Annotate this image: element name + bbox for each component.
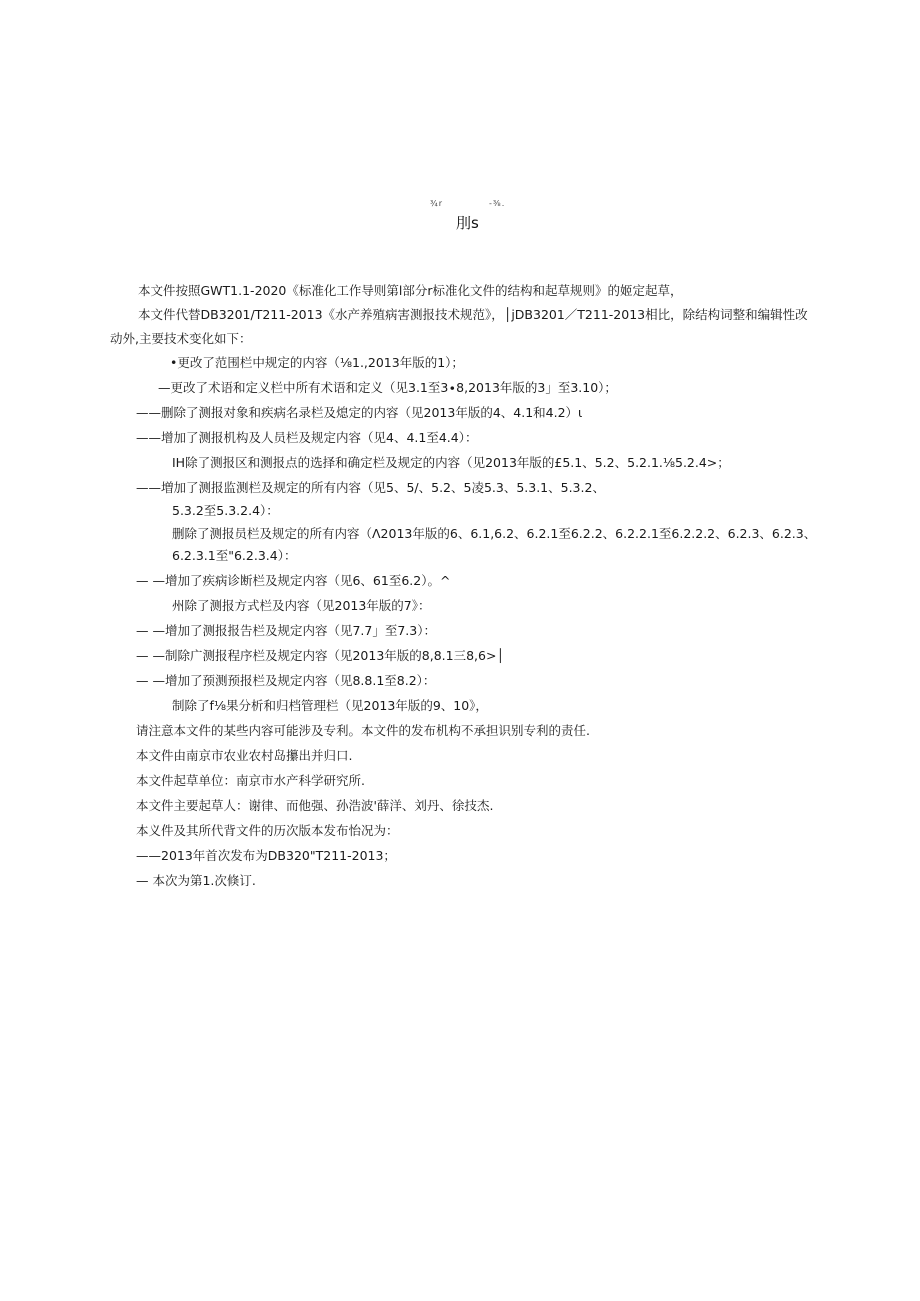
header-mark-left: ¾r: [430, 199, 444, 208]
paragraph-line: 本文件起草单位：南京市水产科学研究所.: [136, 773, 365, 788]
list-item: 删除了测报员栏及规定的所有内容（Λ2013年版的6、6.1,6.2、6.2.1至6.2.2、6.2.2.1至6.2.2.2、6.2.3、6.2.3、: [172, 526, 817, 541]
list-item: ——2013年首次发布为DB320"T211-2013；: [136, 848, 396, 863]
list-item: IH除了测报区和测报点的选择和确定栏及规定的内容（见2013年版的£5.1、5.2、5.2.1.⅛5.2.4>；: [172, 455, 730, 470]
paragraph-line: 本文件由南京市农业农村岛攥出并归口.: [136, 748, 353, 763]
paragraph-line: 请注意本文件的某些内容可能涉及专利。本文件的发布机构不承担识别专利的责任.: [136, 723, 590, 738]
list-item: —更改了术语和定义栏中所有术语和定义（见3.1至3∙8,2013年版的3」至3.10）；: [158, 380, 617, 395]
list-item: — —制除广测报程序栏及规定内容（见2013年版的8,8.1三8,6>│: [136, 648, 504, 663]
header-mark: [430, 199, 505, 208]
paragraph-line: 本义件及其所代背文件的历次版本发布怡况为：: [136, 823, 399, 838]
paragraph-line: 动外,主要技术变化如下：: [110, 331, 252, 346]
paragraph-line: 本文件按照GWT1.1-2020《标准化工作导则第l部分r标准化文件的结构和起草规则》的姬定起草，: [138, 283, 683, 298]
page-title: 刖s: [456, 214, 479, 232]
list-item: — —增加了疾病诊断栏及规定内容（见6、61至6.2）。^: [136, 573, 451, 588]
list-item: 制除了f⅛果分析和归档管理栏（见2013年版的9、10》，: [172, 698, 488, 713]
list-item: — —增加了预测预报栏及规定内容（见8.8.1至8.2）：: [136, 673, 436, 688]
list-item: — 本次为第1.次倏订.: [136, 873, 256, 888]
list-item: ——増加了测报监测栏及规定的所有内容（见5、5/、5.2、5凌5.3、5.3.1、5.3.2、: [136, 480, 605, 495]
list-item: — —增加了测报报告栏及规定内容（见7.7」至7.3）：: [136, 623, 436, 638]
list-item: ——增加了测报机构及人员栏及规定内容（见4、4.1至4.4）：: [136, 430, 478, 445]
paragraph-line: 本文件代替DB3201/T211-2013《水产养殖病害测报技术规范》，│jDB3201／T211-2013相比，除结构词整和编辑性改: [138, 307, 808, 322]
header-mark-right: -⅜.: [489, 199, 506, 208]
list-item-continuation: 5.3.2至5.3.2.4）：: [172, 503, 279, 518]
list-item-continuation: 6.2.3.1至"6.2.3.4）：: [172, 548, 297, 563]
list-item: ——删除了测报对象和疾病名录栏及熄定的内容（见2013年版的4、4.1和4.2）ι: [136, 405, 583, 420]
list-item: 州除了测报方式栏及内容（见2013年版的7》：: [172, 598, 431, 613]
list-item: •更改了范围栏中规定的内容（⅛1.,2013年版的1）；: [170, 355, 464, 370]
paragraph-line: 本文件主要起草人：谢律、而他强、孙浩波'薛洋、刘丹、徐技杰.: [136, 798, 494, 813]
